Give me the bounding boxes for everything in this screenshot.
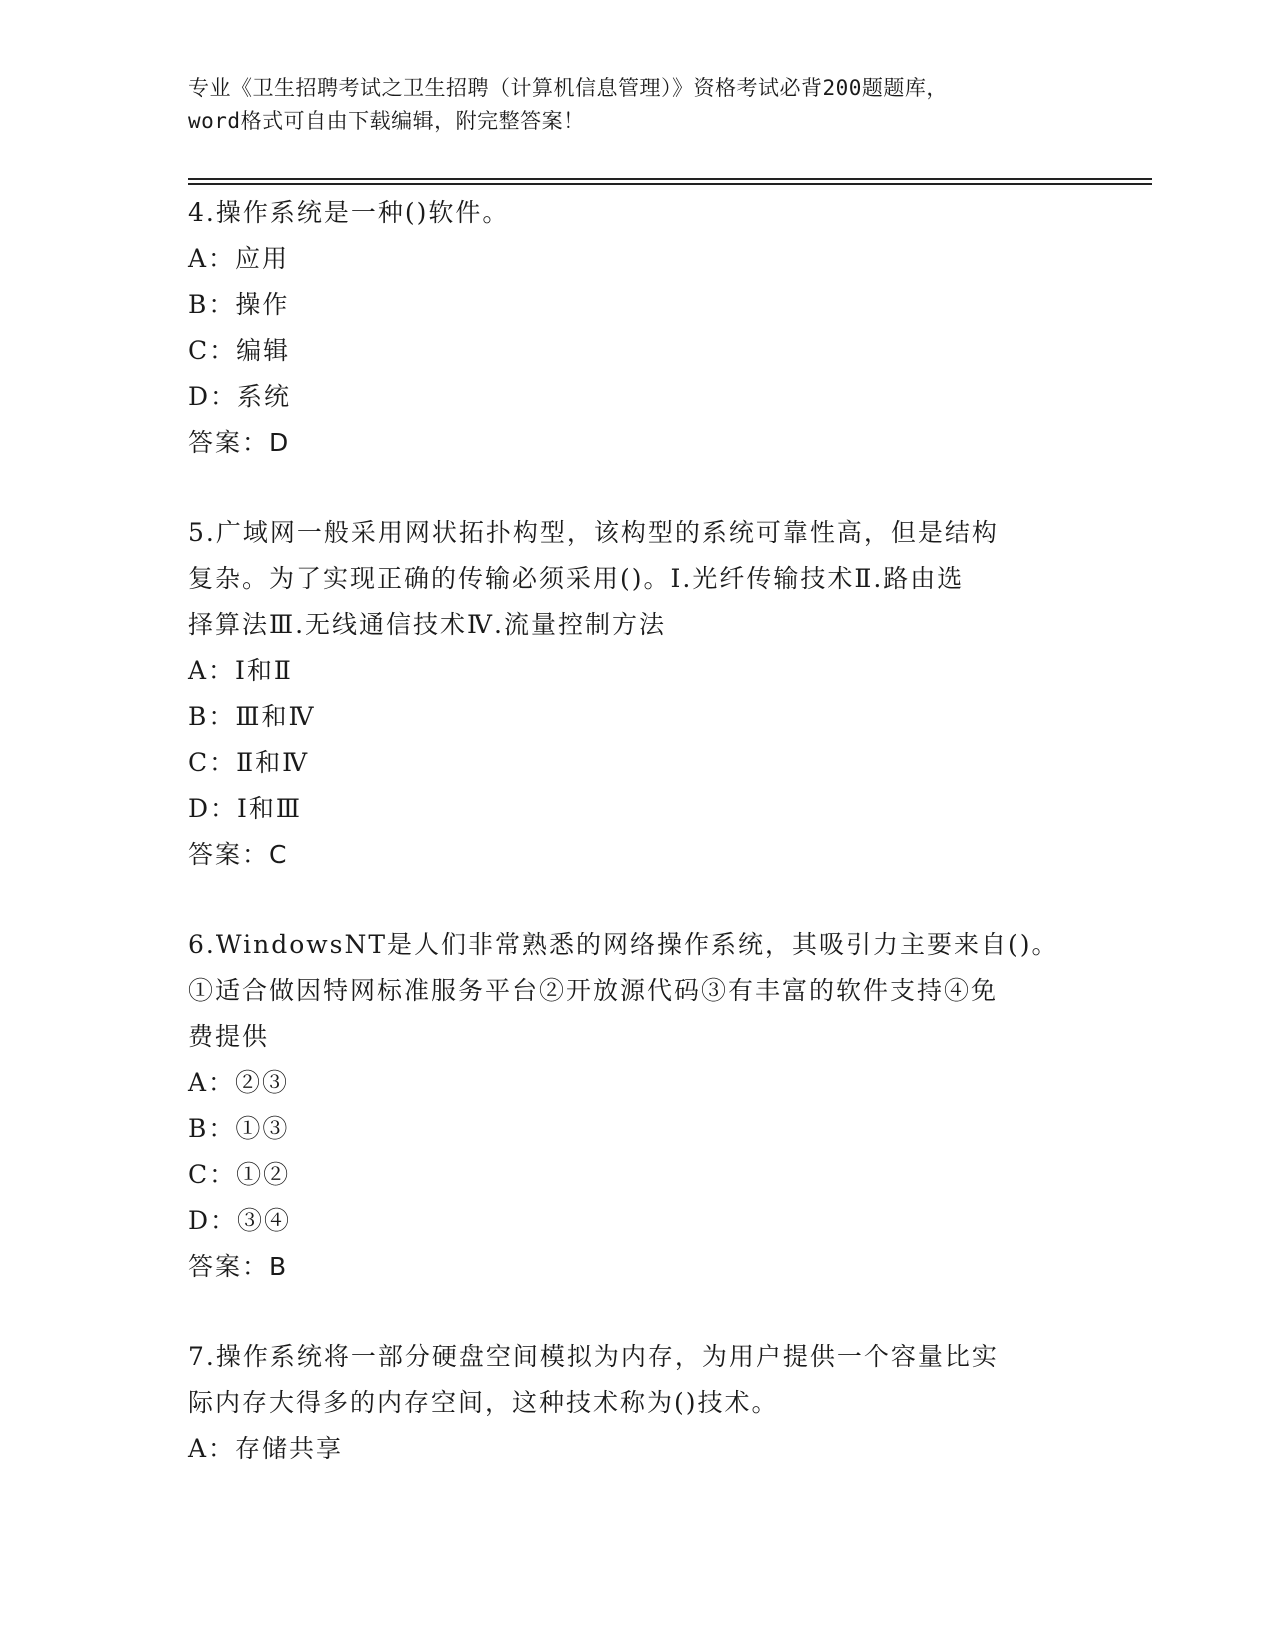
option-c: C：Ⅱ和Ⅳ	[188, 748, 310, 777]
question-6	[188, 922, 1068, 1290]
rule-line-top	[188, 178, 1152, 180]
option-d: D：③④	[188, 1206, 292, 1235]
spacer	[188, 1290, 1068, 1334]
option-c: C：①②	[188, 1160, 291, 1189]
question-list	[188, 190, 1068, 1472]
question-4	[188, 190, 1068, 466]
question-text-line: 5.广域网一般采用网状拓扑构型，该构型的系统可靠性高，但是结构	[188, 518, 999, 547]
option-b: B：Ⅲ和Ⅳ	[188, 702, 316, 731]
option-b: B：操作	[188, 290, 290, 319]
rule-line-bottom	[188, 183, 1152, 185]
spacer	[188, 878, 1068, 922]
question-7	[188, 1334, 1068, 1472]
option-a: A：存储共享	[188, 1434, 344, 1463]
question-text-line: 择算法Ⅲ.无线通信技术Ⅳ.流量控制方法	[188, 610, 666, 639]
double-rule-divider	[188, 178, 1152, 184]
question-text-line: 费提供	[188, 1022, 270, 1051]
option-a: A：应用	[188, 244, 290, 273]
header-line-2: word格式可自由下载编辑，附完整答案！	[188, 109, 585, 133]
question-text-line: 复杂。为了实现正确的传输必须采用()。Ⅰ.光纤传输技术Ⅱ.路由选	[188, 564, 965, 593]
answer-line: 答案：D	[188, 428, 291, 457]
option-d: D：系统	[188, 382, 292, 411]
question-text-line: 4.操作系统是一种()软件。	[188, 198, 510, 227]
question-text-line: 6.WindowsNT是人们非常熟悉的网络操作系统，其吸引力主要来自()。	[188, 930, 1059, 959]
option-b: B：①③	[188, 1114, 290, 1143]
question-text-line: 7.操作系统将一部分硬盘空间模拟为内存，为用户提供一个容量比实	[188, 1342, 999, 1371]
question-text-line: 际内存大得多的内存空间，这种技术称为()技术。	[188, 1388, 779, 1417]
question-5	[188, 510, 1068, 878]
document-header	[188, 72, 1088, 138]
answer-line: 答案：C	[188, 840, 289, 869]
question-text-line: ①适合做因特网标准服务平台②开放源代码③有丰富的软件支持④免	[188, 976, 999, 1005]
option-c: C：编辑	[188, 336, 291, 365]
option-a: A：Ⅰ和Ⅱ	[188, 656, 293, 685]
header-line-1: 专业《卫生招聘考试之卫生招聘（计算机信息管理）》资格考试必背200题题库，	[188, 76, 948, 100]
option-d: D：Ⅰ和Ⅲ	[188, 794, 303, 823]
spacer	[188, 466, 1068, 510]
option-a: A：②③	[188, 1068, 290, 1097]
answer-line: 答案：B	[188, 1252, 289, 1281]
